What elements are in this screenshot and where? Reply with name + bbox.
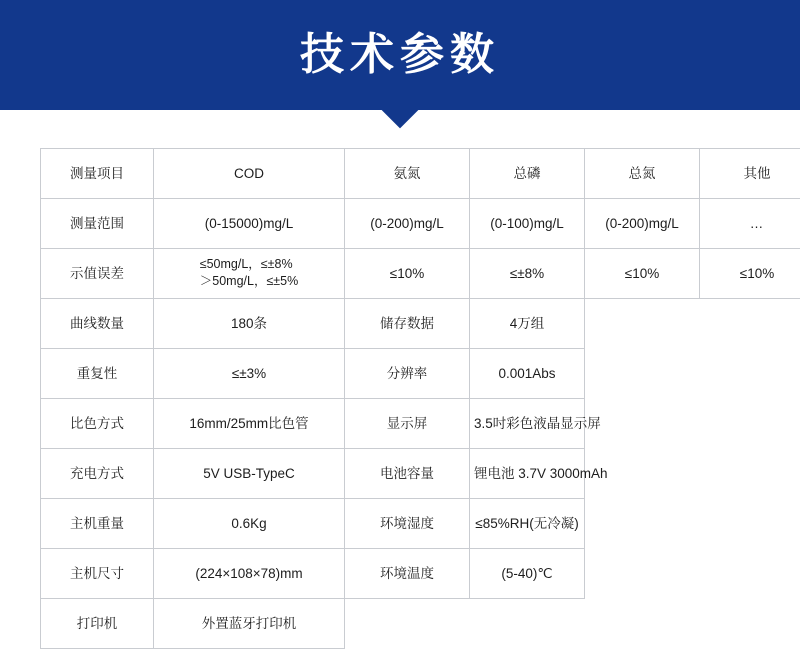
spec-table-body <box>41 149 800 649</box>
table-row <box>41 299 800 349</box>
table-row <box>41 499 800 549</box>
table-row <box>41 349 800 399</box>
table-cell: 180条 <box>154 299 345 349</box>
table-cell: (0-200)mg/L <box>345 199 470 249</box>
row-label-cell: 充电方式 <box>41 449 154 499</box>
table-cell: (5-40)℃ <box>470 549 585 599</box>
table-cell: 分辨率 <box>345 349 470 399</box>
table-cell: 环境湿度 <box>345 499 470 549</box>
row-label-cell: 比色方式 <box>41 399 154 449</box>
page-title: 技术参数 <box>300 33 500 77</box>
table-cell: ≤10% <box>700 249 800 299</box>
table-cell: 5V USB-TypeC <box>154 449 345 499</box>
table-row <box>41 549 800 599</box>
row-label-cell: 测量范围 <box>41 199 154 249</box>
table-cell: ≤±3% <box>154 349 345 399</box>
row-label-cell: 曲线数量 <box>41 299 154 349</box>
table-row <box>41 149 800 199</box>
table-cell: ≤10% <box>345 249 470 299</box>
table-row <box>41 399 800 449</box>
table-cell: 氨氮 <box>345 149 470 199</box>
table-cell: (0-200)mg/L <box>585 199 700 249</box>
table-cell: ≤±8% <box>470 249 585 299</box>
table-cell: COD <box>154 149 345 199</box>
table-cell: 0.001Abs <box>470 349 585 399</box>
table-cell: 外置蓝牙打印机 <box>154 599 345 649</box>
table-cell: (0-15000)mg/L <box>154 199 345 249</box>
cell-text-line: ≤50mg/L，≤±8% <box>200 256 298 273</box>
specifications-table <box>40 148 800 649</box>
table-cell: (0-100)mg/L <box>470 199 585 249</box>
table-cell: 3.5吋彩色液晶显示屏 <box>470 399 585 449</box>
row-label-cell: 示值误差 <box>41 249 154 299</box>
row-label-cell: 测量项目 <box>41 149 154 199</box>
table-cell: 储存数据 <box>345 299 470 349</box>
table-cell: 电池容量 <box>345 449 470 499</box>
table-cell: 16mm/25mm比色管 <box>154 399 345 449</box>
table-cell: (224×108×78)mm <box>154 549 345 599</box>
table-cell: 其他 <box>700 149 800 199</box>
cell-multiline-text <box>200 256 298 290</box>
cell-text-line: ＞50mg/L，≤±5% <box>200 273 298 290</box>
table-row <box>41 249 800 299</box>
page-banner <box>0 0 800 110</box>
row-label-cell: 重复性 <box>41 349 154 399</box>
table-cell: 总氮 <box>585 149 700 199</box>
table-row <box>41 199 800 249</box>
spec-table-container <box>0 110 800 649</box>
row-label-cell: 主机尺寸 <box>41 549 154 599</box>
table-cell: 显示屏 <box>345 399 470 449</box>
table-cell: 环境温度 <box>345 549 470 599</box>
table-row <box>41 449 800 499</box>
table-cell: ≤85%RH(无冷凝) <box>470 499 585 549</box>
table-cell <box>154 249 345 299</box>
table-cell: 0.6Kg <box>154 499 345 549</box>
table-cell: ≤10% <box>585 249 700 299</box>
row-label-cell: 主机重量 <box>41 499 154 549</box>
table-cell: 4万组 <box>470 299 585 349</box>
row-label-cell: 打印机 <box>41 599 154 649</box>
table-cell: … <box>700 199 800 249</box>
table-cell: 锂电池 3.7V 3000mAh <box>470 449 585 499</box>
table-cell: 总磷 <box>470 149 585 199</box>
table-row <box>41 599 800 649</box>
